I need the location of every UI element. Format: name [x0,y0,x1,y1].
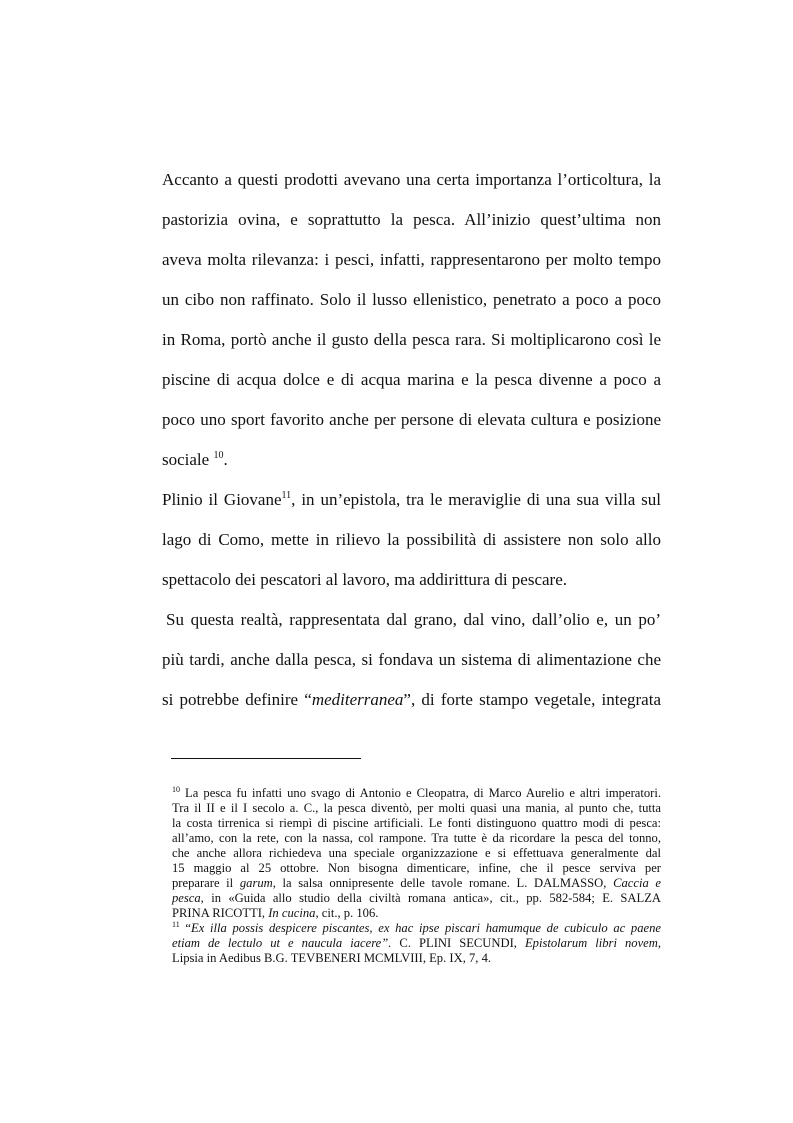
body-line: piscine di acqua dolce e di acqua marina e la pesca divenne a poco a [162,370,661,389]
footnote-line: Tra il II e il I secolo a. C., la pesca diventò, per molti quasi una mania, al punto che, tutta [172,801,661,815]
footnote-line: che anche allora richiedeva una speciale organizzazione e si effettuava generalmente dal [172,846,661,860]
footnote-line: Lipsia in Aedibus B.G. TEVBENERI MCMLVIII, Ep. IX, 7, 4. [172,951,492,965]
body-line: in Roma, portò anche il gusto della pesca rara. Si moltiplicarono così le [162,330,661,349]
footnote-separator [171,758,361,759]
body-line: un cibo non raffinato. Solo il lusso ellenistico, penetrato a poco a poco [162,290,661,309]
body-line: aveva molta rilevanza: i pesci, infatti, rappresentarono per molto tempo [162,250,661,269]
footnote-line: all’amo, con la rete, con la nassa, col rampone. Tra tutte è da ricordare la pesca del tonno, [172,831,661,845]
footnote-line: pesca, in «Guida allo studio della civiltà romana antica», cit., pp. 582-584; E. SALZA [172,891,661,905]
footnote-line: $^{11}$ “Ex illa possis despicere piscantes, ex hac ipse piscari hamumque de cubiculo ac paene [172,920,661,935]
footnote-line: 15 maggio al 25 ottobre. Non bisogna dimenticare, infine, che il pesce serviva per [172,861,661,875]
footnote-number: 10 [172,785,180,794]
body-line: Plinio il Giovane$^{11}$, in un’epistola, tra le meraviglie di una sua villa sul [162,490,661,509]
body-line: lago di Como, mette in rilievo la possibilità di assistere non solo allo [162,530,661,549]
footnote-line: PRINA RICOTTI, In cucina, cit., p. 106. [172,906,379,920]
body-line: Accanto a questi prodotti avevano una certa importanza l’orticoltura, la [162,170,661,189]
footnote-line: preparare il garum, la salsa onnipresente delle tavole romane. L. DALMASSO, Caccia e [172,876,661,890]
body-line: sociale $^{10}$. [162,450,228,469]
body-line: Su questa realtà, rappresentata dal grano, dal vino, dall’olio e, un po’ [166,610,661,629]
footnote-ref-10[interactable]: 10 [213,450,224,461]
body-line: pastorizia ovina, e soprattutto la pesca. All’inizio quest’ultima non [162,210,661,229]
body-line: si potrebbe definire “mediterranea”, di forte stampo vegetale, integrata [162,690,661,709]
body-line: poco uno sport favorito anche per persone di elevata cultura e posizione [162,410,661,429]
main-text [162,160,661,720]
body-line: più tardi, anche dalla pesca, si fondava un sistema di alimentazione che [162,650,661,669]
footnote-number: 11 [172,920,180,929]
footnote-line: $^{10}$ La pesca fu infatti uno svago di Antonio e Cleopatra, di Marco Aurelio e altri imperatori. [172,785,661,800]
footnote-ref-11[interactable]: 11 [281,490,292,501]
footnote-line: etiam de lectulo ut e naucula iacere”. C. PLINI SECUNDI, Epistolarum libri novem, [172,936,662,950]
footnotes [172,786,661,966]
body-line: spettacolo dei pescatori al lavoro, ma addirittura di pescare. [162,570,568,589]
footnote-line: la costa tirrenica si riempì di piscine artificiali. Le fonti distinguono quattro modi di pesca: [172,816,661,830]
